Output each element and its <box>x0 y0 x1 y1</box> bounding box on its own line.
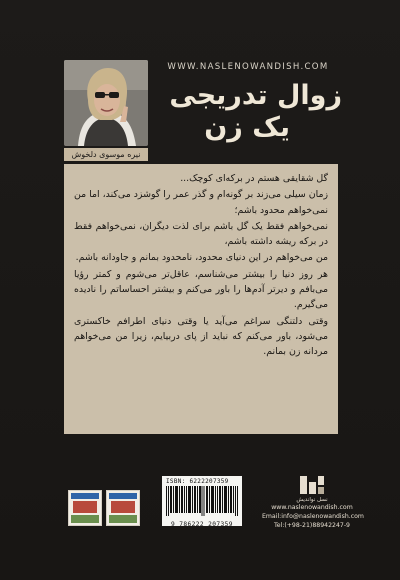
text-paragraph: وقتی دلتنگی سراغم می‌آید یا وقتی دنیای اطرافم خاکستری می‌شود، باور می‌کنم که نباید از پای دربیایم، زیرا من می‌خواهم مردانه زن بمانم. <box>74 315 328 358</box>
author-photo <box>64 60 148 146</box>
text-paragraph: گل شقایقی هستم در برکه‌ای کوچک... <box>180 173 328 184</box>
award-badges <box>68 490 142 526</box>
award-badge <box>106 490 140 526</box>
back-cover-text <box>64 164 338 434</box>
author-name: نیره موسوی دلخوش <box>64 148 148 161</box>
publisher-email: Email:info@naslenowandish.com <box>262 513 364 520</box>
publisher-name: نسل نواندیش <box>296 497 328 503</box>
publisher-phone: Tel:(+98-21)88942247-9 <box>274 522 350 529</box>
text-paragraph: من می‌خواهم در این دنیای محدود، نامحدود بمانم و جاودانه باشم. <box>75 252 328 264</box>
barcode-bars <box>166 486 238 516</box>
publisher-info <box>262 474 362 530</box>
text-paragraph: زمان سیلی می‌زند بر گونه‌ام و گذر عمر را گوشزد می‌کند، اما من نمی‌خواهم محدود باشم؛ <box>74 189 328 216</box>
publisher-website: www.naslenowandish.com <box>271 504 353 511</box>
book-title-line1: زوال تدریجی <box>169 80 342 111</box>
text-paragraph: نمی‌خواهم فقط یک گل باشم برای لذت دیگران، نمی‌خواهم فقط در برکه ریشه داشته باشم، <box>74 220 328 248</box>
publisher-logo-icon <box>297 474 327 496</box>
isbn-label: ISBN: 6222207359 <box>166 478 229 485</box>
text-paragraph: هر روز دنیا را بیشتر می‌شناسم، عاقل‌تر می‌شوم و کمتر رؤیا می‌بافم و دیرتر آدم‌ها را باور می‌کنم و بیشتر احساساتم را نادیده می‌گیرم. <box>74 268 328 311</box>
award-badge <box>68 490 102 526</box>
isbn-barcode <box>162 476 242 526</box>
author-portrait-image <box>64 60 148 146</box>
book-title-line2: یک زن <box>204 112 290 143</box>
isbn-digits: 9 786222 207359 <box>171 521 233 528</box>
publisher-website-top: WWW.NASLENOWANDISH.COM <box>167 62 329 72</box>
